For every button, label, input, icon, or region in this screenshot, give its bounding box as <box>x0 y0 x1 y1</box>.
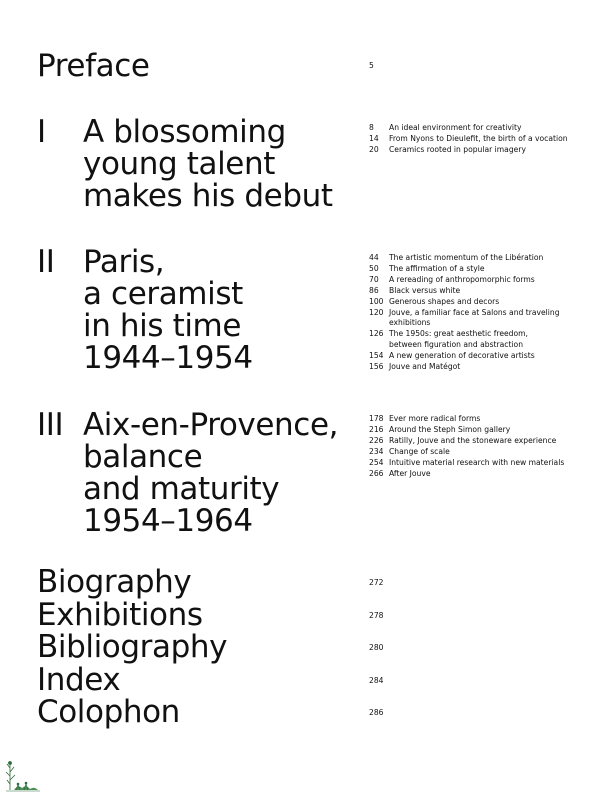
toc-page-number: 178 <box>369 414 384 423</box>
chapter-title-line: Aix-en-Provence, <box>83 407 339 443</box>
toc-entry[interactable] <box>369 458 564 469</box>
back-matter-bibliography[interactable]: Bibliography <box>37 629 228 665</box>
toc-entry[interactable] <box>369 447 564 458</box>
toc-entry-title: A new generation of decorative artists <box>389 351 535 361</box>
chapter-title-line: balance <box>83 439 203 475</box>
toc-entry[interactable] <box>369 275 560 286</box>
toc-entry[interactable] <box>369 123 568 134</box>
toc-entry-title: After Jouve <box>389 468 431 478</box>
toc-entry[interactable] <box>369 297 560 308</box>
back-matter-colophon[interactable]: Colophon <box>37 694 180 730</box>
toc-page-number: 86 <box>369 285 379 295</box>
toc-page-number: 216 <box>369 424 384 434</box>
toc-entry-title: Ceramics rooted in popular imagery <box>389 144 526 154</box>
back-matter-page-number: 280 <box>369 643 384 652</box>
toc-entry-title: between figuration and abstraction <box>389 340 524 350</box>
toc-entry[interactable] <box>369 351 560 362</box>
toc-page-number: 226 <box>369 435 384 445</box>
toc-page-number: 154 <box>369 351 384 361</box>
toc-entry-title: Ratilly, Jouve and the stoneware experience <box>389 435 557 445</box>
toc-entry-title: The affirmation of a style <box>389 263 485 273</box>
toc-entry[interactable] <box>369 286 560 297</box>
toc-entry-title: An ideal environment for creativity <box>389 123 522 132</box>
toc-page-number: 120 <box>369 307 384 317</box>
chapter-title <box>83 409 338 537</box>
toc-entry[interactable] <box>369 469 564 480</box>
toc-page-number: 254 <box>369 457 384 467</box>
toc-entry[interactable] <box>369 329 560 340</box>
toc-page-number: 44 <box>369 253 379 262</box>
chapter-title-line: in his time <box>83 308 242 344</box>
toc-entry[interactable] <box>369 308 560 319</box>
toc-page-number: 126 <box>369 329 384 339</box>
back-matter-biography[interactable]: Biography <box>37 564 192 600</box>
toc-entry[interactable] <box>369 145 568 156</box>
toc-entry-title: Jouve, a familiar face at Salons and traveling <box>389 307 560 317</box>
toc-entry-title: Generous shapes and decors <box>389 296 500 306</box>
toc-entry-title: Around the Steph Simon gallery <box>389 424 511 434</box>
chapter-numeral: I <box>37 114 46 150</box>
toc-entry-title: Change of scale <box>389 446 450 456</box>
chapter-contents <box>369 253 560 373</box>
chapter-title-line: A blossoming <box>83 114 286 150</box>
toc-page-number: 234 <box>369 446 384 456</box>
chapter-title-years: 1944–1954 <box>83 340 253 376</box>
toc-page-number: 156 <box>369 362 384 372</box>
toc-entry[interactable] <box>369 414 564 425</box>
toc-page-number: 14 <box>369 133 379 143</box>
chapter-title <box>83 246 253 374</box>
back-matter-page-number: 278 <box>369 611 384 620</box>
toc-page-number: 50 <box>369 263 379 273</box>
chapter-title-years: 1954–1964 <box>83 503 253 539</box>
toc-entry-title: A rereading of anthropomorphic forms <box>389 274 535 284</box>
chapter-title-line: and maturity <box>83 471 280 507</box>
chapter-contents <box>369 123 568 156</box>
chapter-title <box>83 116 333 212</box>
back-matter-page-number: 286 <box>369 708 384 717</box>
toc-page-number: 20 <box>369 144 379 154</box>
chapter-title-line: young talent <box>83 146 275 182</box>
preface-page-number: 5 <box>369 61 374 70</box>
toc-entry-title: Intuitive material research with new materials <box>389 457 565 467</box>
chapter-title-line: a ceramist <box>83 276 243 312</box>
chapter-title-line: Paris, <box>83 244 165 280</box>
toc-entry-title: The artistic momentum of the Libération <box>389 253 544 262</box>
chapter-contents <box>369 414 564 479</box>
toc-entry-title: Black versus white <box>389 285 461 295</box>
toc-page-number: 266 <box>369 468 384 478</box>
toc-entry-title: The 1950s: great aesthetic freedom, <box>389 329 528 339</box>
back-matter-index[interactable]: Index <box>37 661 121 698</box>
toc-entry-continuation <box>369 318 560 329</box>
toc-entry[interactable] <box>369 264 560 275</box>
plant-emblem-icon <box>4 754 44 794</box>
toc-page-number: 8 <box>369 123 374 132</box>
back-matter-page-number: 272 <box>369 578 384 587</box>
toc-entry[interactable] <box>369 362 560 373</box>
toc-entry-continuation <box>369 340 560 351</box>
toc-entry[interactable] <box>369 253 560 264</box>
toc-entry-title: Ever more radical forms <box>389 414 481 423</box>
toc-entry-title: exhibitions <box>389 318 431 328</box>
back-matter-exhibitions[interactable]: Exhibitions <box>37 596 203 633</box>
toc-entry[interactable] <box>369 436 564 447</box>
preface-title: Preface <box>37 48 150 84</box>
back-matter-list <box>37 566 227 729</box>
chapter-numeral: II <box>37 244 55 280</box>
chapter-numeral: III <box>37 407 64 443</box>
toc-entry[interactable] <box>369 425 564 436</box>
toc-page-number: 70 <box>369 274 379 284</box>
chapter-title-line: makes his debut <box>83 178 333 214</box>
toc-page-number: 100 <box>369 296 384 306</box>
toc-entry[interactable] <box>369 134 568 145</box>
toc-entry-title: From Nyons to Dieulefit, the birth of a vocation <box>389 133 568 143</box>
toc-entry-title: Jouve and Matégot <box>389 362 461 372</box>
back-matter-page-number: 284 <box>369 676 384 685</box>
